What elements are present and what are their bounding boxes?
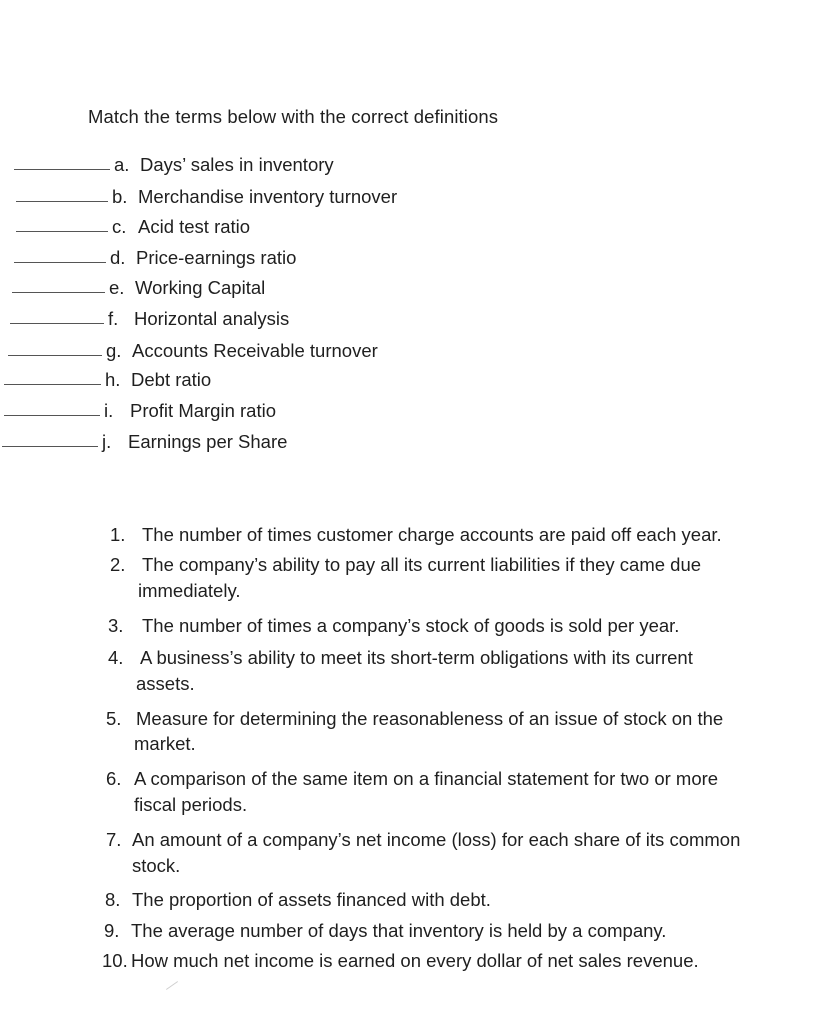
definition-number: 7.: [106, 829, 122, 850]
definition-text: The proportion of assets financed with debt.: [132, 889, 491, 910]
answer-blank[interactable]: [14, 168, 110, 170]
answer-blank[interactable]: [2, 445, 98, 447]
definition-text-continued: stock.: [132, 855, 181, 876]
definition-number: 2.: [110, 554, 126, 575]
term-text: Price-earnings ratio: [136, 247, 297, 268]
term-row: [2, 427, 287, 453]
answer-blank[interactable]: [4, 383, 101, 385]
definition-text: A comparison of the same item on a financial statement for two or more: [134, 768, 719, 789]
term-letter: e.: [109, 277, 125, 298]
answer-blank[interactable]: [16, 200, 108, 202]
definition-text: A business’s ability to meet its short-term obligations with its current: [140, 647, 693, 668]
answer-blank[interactable]: [16, 230, 108, 232]
worksheet-heading: Match the terms below with the correct definitions: [88, 106, 499, 127]
term-row: [8, 336, 378, 362]
answer-blank[interactable]: [4, 414, 100, 416]
pen-mark: [166, 981, 178, 990]
definition-text-continued: market.: [134, 733, 196, 754]
term-text: Earnings per Share: [128, 431, 288, 452]
term-letter: c.: [112, 216, 127, 237]
definition-text: The number of times customer charge accounts are paid off each year.: [142, 524, 722, 545]
term-letter: j.: [102, 431, 112, 452]
term-letter: g.: [106, 340, 122, 361]
term-row: [14, 243, 296, 269]
definition-text-continued: fiscal periods.: [134, 794, 248, 815]
definition-text: The company’s ability to pay all its current liabilities if they came due: [142, 554, 702, 575]
term-text: Horizontal analysis: [134, 308, 290, 329]
term-letter: i.: [104, 400, 114, 421]
definition-text: How much net income is earned on every dollar of net sales revenue.: [131, 950, 699, 971]
term-text: Days’ sales in inventory: [140, 154, 334, 175]
term-row: [16, 212, 250, 238]
answer-blank[interactable]: [10, 322, 104, 324]
definition-number: 9.: [104, 920, 120, 941]
term-letter: a.: [114, 154, 130, 175]
definition-text-continued: immediately.: [138, 580, 241, 601]
answer-blank[interactable]: [14, 261, 106, 263]
term-text: Accounts Receivable turnover: [132, 340, 378, 361]
term-letter: f.: [108, 308, 119, 329]
term-letter: b.: [112, 186, 128, 207]
definition-text: The number of times a company’s stock of goods is sold per year.: [142, 615, 680, 636]
term-row: [16, 182, 397, 208]
definition-number: 10.: [102, 950, 128, 971]
term-text: Acid test ratio: [138, 216, 251, 237]
term-text: Profit Margin ratio: [130, 400, 276, 421]
term-row: [14, 150, 334, 176]
term-letter: d.: [110, 247, 126, 268]
definition-number: 5.: [106, 708, 122, 729]
term-text: Merchandise inventory turnover: [138, 186, 398, 207]
term-row: [4, 365, 211, 391]
definition-number: 4.: [108, 647, 124, 668]
definition-text: Measure for determining the reasonableness of an issue of stock on the: [136, 708, 724, 729]
term-row: [10, 304, 289, 330]
definition-text: An amount of a company’s net income (loss) for each share of its common: [132, 829, 741, 850]
term-text: Debt ratio: [131, 369, 212, 390]
term-row: [12, 273, 265, 299]
definition-number: 6.: [106, 768, 122, 789]
term-text: Working Capital: [135, 277, 266, 298]
definition-text: The average number of days that inventory is held by a company.: [131, 920, 667, 941]
answer-blank[interactable]: [8, 354, 102, 356]
answer-blank[interactable]: [12, 291, 105, 293]
definition-number: 8.: [105, 889, 121, 910]
term-row: [4, 396, 276, 422]
term-letter: h.: [105, 369, 121, 390]
definition-text-continued: assets.: [136, 673, 195, 694]
definition-number: 3.: [108, 615, 124, 636]
definition-number: 1.: [110, 524, 126, 545]
